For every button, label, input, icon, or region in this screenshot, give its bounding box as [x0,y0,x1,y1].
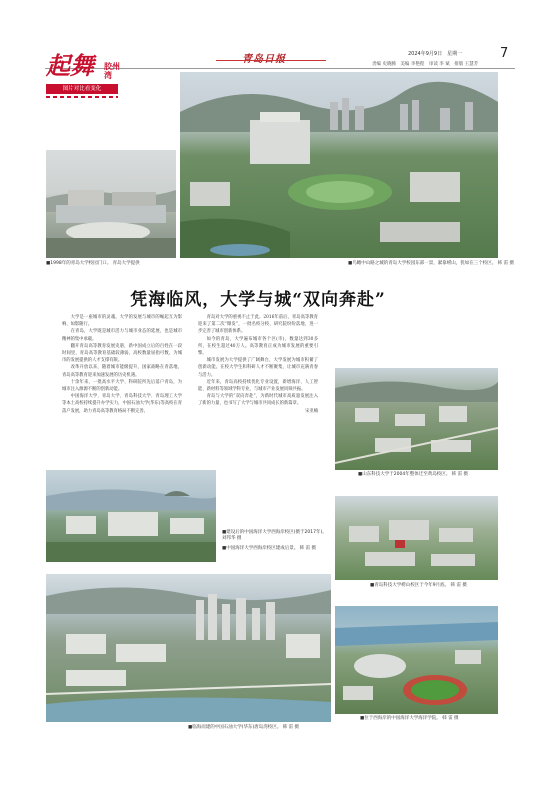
issue-date: 2024年9月9日 星期一 [408,51,463,57]
photo-qtech-drawing [335,496,498,580]
article-paragraph: 中国海洋大学、青岛大学、青岛科技大学、青岛理工大学等本土高校持续提升办学实力，中国石油大学(华东)等高校在青落户发展，助力青岛高等教育格局不断完善。 [62,394,182,414]
photo-2004-drawing [335,368,498,470]
photo-1998-drawing [46,150,176,258]
upc-drawing [46,574,331,722]
photo-ouc-drawing [46,470,216,562]
caption-1998: ■1998年的青岛大学校园门口。 青岛大学提供 [46,261,140,266]
column-logo: 起舞 [46,51,94,80]
masthead-rule [216,60,326,61]
article-author: 宋亚楠 [305,408,318,414]
photo-aerial-campus [180,72,498,258]
photo-upc-campus [46,574,331,722]
column-decoration [46,96,118,98]
caption-2004: ■山东科技大学于2004年整体迁至黄岛校区。 韩 雷 摄 [358,472,468,477]
article-paragraph: 在青岛，大学既是城市活力与城市业态的延展，也是城市精神的集中承载。 [62,329,182,342]
article-paragraph: 青岛对大学的重视不止于此。2016年前后，青岛高等教育迎来了第二次“爆发”，一批名校分校、研究院纷纷落地，进一步完善了城市创新体系。 [198,315,318,335]
article-paragraph: 翻开青岛高等教育发展史册，新中国成立后的百姓在一段时间里，青岛高等教育基础较薄弱，高校数量屈指可数，为城市的发展提供的人才支撑有限。 [62,343,182,364]
caption-aerial: ■鸟瞰中山路之城的青岛大学校园东部一景，紧靠崂山，犹如在三个校区。 韩 雷 摄 [348,261,515,266]
article-column-2 [198,314,318,415]
article-paragraph: 大学是一座城市的灵魂。大学的发展与城市的崛起互为影响、如影随行。 [62,315,182,328]
article-paragraph: 如今的青岛，大学遍布城市各个区(市)，数量达到30多所，在校生超过40万人。高等教育正成为城市发展的重要引擎。 [198,336,318,357]
photo-ouc-west-coast [46,470,216,562]
article-title: 凭海临风，大学与城“双向奔赴” [130,290,386,310]
caption-university: ■位于西海岸的中国海洋大学海洋学院。 韩 雷 摄 [360,716,459,721]
article-paragraph: 十余年来，一批高水平大学、科研院所先后落户青岛，为城市注入源源不断的创新动能。 [62,379,182,393]
article-column-1 [62,314,182,415]
article-paragraph: 城市发展为大学提供了广阔舞台，大学发展为城市积蓄了创新动能。在校大学生和科研人才不断聚集，让城市充满青春与活力。 [198,358,318,378]
editor-credits: 责编 史晓腾 美编 李艳程 审读 李 斌 排版 王慧芳 [372,62,479,67]
page-number: 7 [500,46,509,61]
column-banner: 图片对比看变化 [46,84,118,94]
caption-qtech: ■青岛科技大学崂山校区于今年9月底。 韩 雷 摄 [370,583,467,588]
photo-1998-campus [46,150,176,258]
column-side-text: 胶州湾 [104,61,120,80]
article-paragraph: 改革开放以来，随着城市能级提升，国家战略在青落地，青岛高等教育迎来加速发展的历史机遇。 [62,365,182,378]
article-paragraph: 青岛与大学的“双向奔赴”，为新时代城市高质量发展注入了新的力量，也书写了大学与城市共同成长的新篇章。 [198,394,318,407]
photo-qtech-campus [335,496,498,580]
caption-ouc-now: ■中国海洋大学西海岸校区建成后景。 韩 雷 摄 [222,546,317,551]
photo-university-stadium [335,606,498,714]
caption-upc: ■临海而建的中国石油大学(华东)唐岛湾校区。 韩 雷 摄 [188,725,300,730]
article-paragraph: 近年来，青岛高校持续优化专业设置，新增海洋、人工智能、新材料等领域学科专业，与城市产业发展同频共振。 [198,379,318,393]
masthead-logo [242,50,286,65]
photo-2004-campus [335,368,498,470]
stadium-drawing [335,606,498,714]
aerial-drawing [180,72,498,258]
caption-ouc-2017: ■建设后的中国海洋大学西海岸校区(摄于2017年)。 刘邦华 摄 [222,530,327,541]
